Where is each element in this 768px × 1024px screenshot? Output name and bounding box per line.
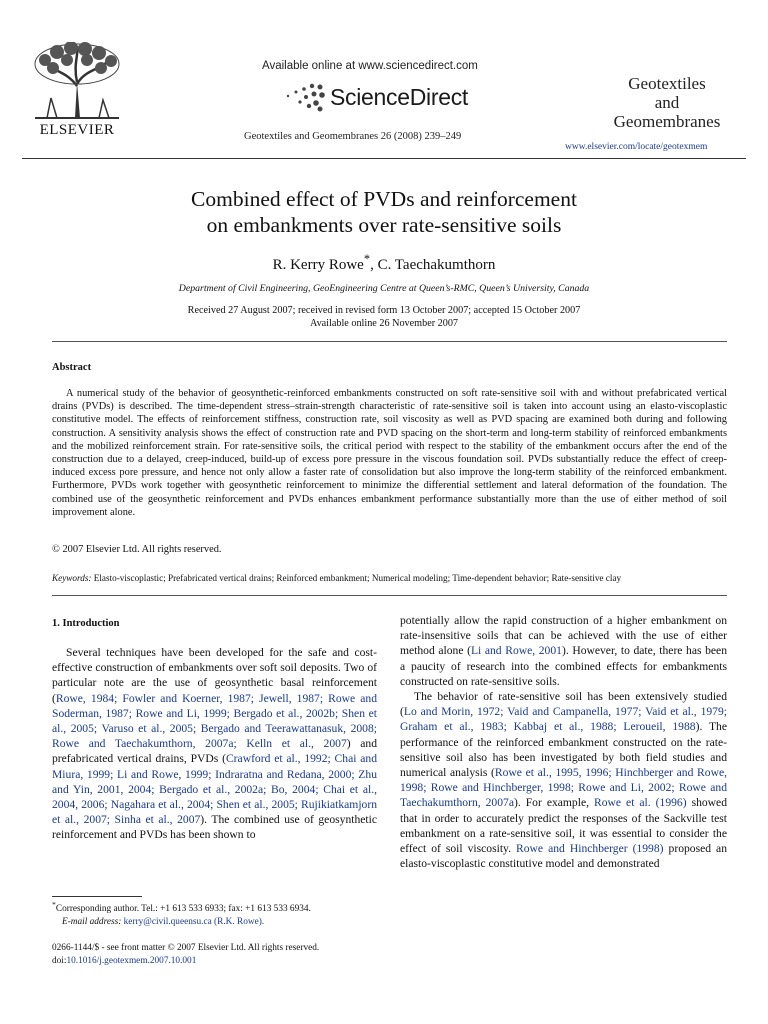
publisher-name: ELSEVIER — [39, 122, 115, 138]
paragraph-text: The behavior of rate-sensitive soil has been extensively studied ( — [400, 690, 727, 719]
journal-name-line: and — [654, 93, 680, 112]
paragraph-text: proposed an elasto-viscoplastic constitutive model and demonstrated — [400, 842, 727, 871]
footnote-mark: * — [52, 900, 56, 909]
intro-paragraph-continued — [400, 613, 727, 689]
citation-link[interactable]: Rowe, 1984; Fowler and Koerner, 1987; Jewell, 1987; Rowe and Soderman, 1987; Rowe and Li, 1999; Bergado et al., 2002b; Shen et al., 2005; Varuso et al., 2005; Bergado and Teerawattanasuk, 2008; Rowe and Taechakumthorn, 2007a; Kelln et al., 2007 — [52, 691, 377, 751]
paragraph-text: Several techniques have been developed for the safe and cost-effective construction of embankments over soft soil deposits. Two of particular note are the use of geosynthetic basal reinforcement ( — [52, 646, 377, 705]
elsevier-tree-icon — [27, 42, 127, 120]
journal-name-line: Geotextiles — [628, 74, 706, 93]
doi-link[interactable]: 10.1016/j.geotexmem.2007.10.001 — [66, 956, 197, 966]
email-link[interactable]: kerry@civil.queensu.ca (R.K. Rowe). — [121, 916, 265, 927]
elsevier-logo — [22, 42, 132, 138]
intro-paragraph-2 — [400, 689, 727, 871]
citation-link[interactable]: Rowe et al. (1996) — [594, 796, 687, 810]
front-matter — [52, 942, 382, 968]
journal-reference: Geotextiles and Geomembranes 26 (2008) 239–249 — [244, 131, 462, 142]
paragraph-text: showed that in order to accurately predict the responses of the Sackville test embankment on a rate-sensitive soil, it was essential to consider the effect of soil viscosity. — [400, 796, 727, 856]
journal-url-link[interactable]: www.elsevier.com/locate/geotexmem — [565, 142, 708, 152]
intro-paragraph-1 — [52, 645, 377, 843]
corresponding-author-mark[interactable]: * — [363, 252, 371, 266]
doi-label: doi: — [52, 956, 67, 966]
citation-link[interactable]: Lo and Morin, 1972; Vaid and Campanella, 1977; Vaid et al., 1979; Graham et al., 1983; Kabbaj et al., 1988; Leroueil, 1988 — [400, 705, 727, 734]
left-column — [52, 618, 377, 843]
divider — [52, 595, 727, 596]
paragraph-text: ) and prefabricated vertical drains, PVDs ( — [52, 737, 377, 766]
footnote — [52, 899, 382, 928]
right-column — [400, 613, 727, 871]
citation-link[interactable]: Crawford et al., 1992; Chai and Miura, 1999; Li and Rowe, 1999; Indraratna and Redana, 2000; Zhu and Yin, 2001, 2004; Bergado et al., 2002a; Bo, 2004; Chai et al., 2004, 2006; Nagahara et al., 2004; Shen et al., 2005; Rujikiatkamjorn et al., 2007; Sinha et al., 2007 — [52, 752, 378, 827]
section-heading-introduction: 1. Introduction — [52, 618, 120, 629]
sciencedirect-wordmark: ScienceDirect — [330, 83, 468, 110]
header-divider — [22, 158, 746, 159]
author-rowe[interactable]: R. Kerry Rowe — [272, 257, 364, 273]
sciencedirect-logo[interactable] — [282, 80, 468, 114]
article-dates — [0, 304, 768, 330]
authors — [0, 252, 768, 274]
paragraph-text: ). For example, — [513, 796, 594, 810]
paragraph-text: potentially allow the rapid construction of a higher embankment on rate-insensitive soils that can be achieved with the use of either method alone ( — [400, 614, 727, 658]
abstract-copyright: © 2007 Elsevier Ltd. All rights reserved. — [52, 544, 222, 555]
keywords-label: Keywords: — [52, 573, 92, 583]
author-taechakumthorn[interactable]: , C. Taechakumthorn — [370, 257, 496, 273]
keywords — [52, 573, 742, 583]
email-label: E-mail address: — [62, 916, 122, 927]
paragraph-text: ). The performance of the reinforced embankment constructed on the rate-sensitive soil also has been investigated by both field studies and numerical analysis ( — [400, 720, 727, 780]
citation-link[interactable]: Rowe and Hinchberger (1998) — [516, 842, 664, 856]
citation-link[interactable]: Rowe et al., 1995, 1996; Hinchberger and Rowe, 1998; Rowe and Hinchberger, 1998; Rowe and Li, 2002; Rowe and Taechakumthorn, 2007a — [400, 766, 727, 810]
journal-name-line: Geomembranes — [613, 112, 721, 131]
keywords-text: Elasto-viscoplastic; Prefabricated vertical drains; Reinforced embankment; Numerical modeling; Time-dependent behavior; Rate-sensitive clay — [91, 573, 622, 583]
available-date: Available online 26 November 2007 — [309, 318, 459, 329]
title-line: Combined effect of PVDs and reinforcement — [191, 187, 577, 211]
divider — [52, 341, 727, 342]
issn-line: 0266-1144/$ - see front matter © 2007 Elsevier Ltd. All rights reserved. — [52, 943, 320, 953]
corresponding-author-note — [52, 899, 382, 916]
footnote-divider — [52, 896, 142, 897]
paragraph-text: ). However, to date, there has been a paucity of research into the combined effects for embankments constructed on rate-sensitive soils. — [400, 644, 728, 688]
citation-link[interactable]: Li and Rowe, 2001 — [470, 644, 562, 658]
journal-title-box — [608, 74, 726, 131]
paragraph-text: ). The combined use of geosynthetic reinforcement and PVDs has been shown to — [52, 813, 377, 842]
available-online-text[interactable]: Available online at www.sciencedirect.com — [262, 60, 478, 72]
doi-line — [52, 955, 382, 968]
sciencedirect-dots-icon — [282, 82, 326, 112]
footnote-email-line — [52, 916, 382, 929]
affiliation: Department of Civil Engineering, GeoEngineering Centre at Queen’s-RMC, Queen’s University, Canada — [178, 283, 590, 294]
footnote-corresponding: Corresponding author. Tel.: +1 613 533 6933; fax: +1 613 533 6934. — [55, 904, 311, 915]
title-line: on embankments over rate-sensitive soils — [206, 213, 562, 237]
abstract-heading: Abstract — [52, 362, 92, 373]
abstract-body: A numerical study of the behavior of geosynthetic-reinforced embankments constructed on soft rate-sensitive soil with and without prefabricated vertical drains (PVDs) is described. The time-dependent stress–strain-strength characteristic of rate-sensitive soil is taken into account using an elasto-viscoplastic constitutive model. The effects of reinforcement stiffness, construction rate, soil viscosity as well as PVD spacing are examined both during and following construction. A sensitivity analysis shows the effect of construction rate and PVD spacing on the short-term and long-term stability of reinforced embankments and the mobilized reinforcement strain. For rate-sensitive soils, the critical period with respect to the stability of the embankment occurs after the end of the construction due to a delayed, creep-induced, build-up of excess pore pressure in the viscous foundation soil. PVDs substantially reduce the effect of creep-induced excess pore pressure, and hence not only allow a faster rate of consolidation but also improve the long-term stability of the reinforced embankment. Furthermore, PVDs work together with geosynthetic reinforcement to minimize the differential settlement and lateral deformation of the foundation. The combined use of the geosynthetic reinforcement and PVDs enhances embankment performance substantially more than the use of either method of soil improvement alone. — [52, 388, 727, 518]
received-dates: Received 27 August 2007; received in revised form 13 October 2007; accepted 15 October 2007 — [187, 305, 581, 316]
article-title — [0, 186, 768, 238]
